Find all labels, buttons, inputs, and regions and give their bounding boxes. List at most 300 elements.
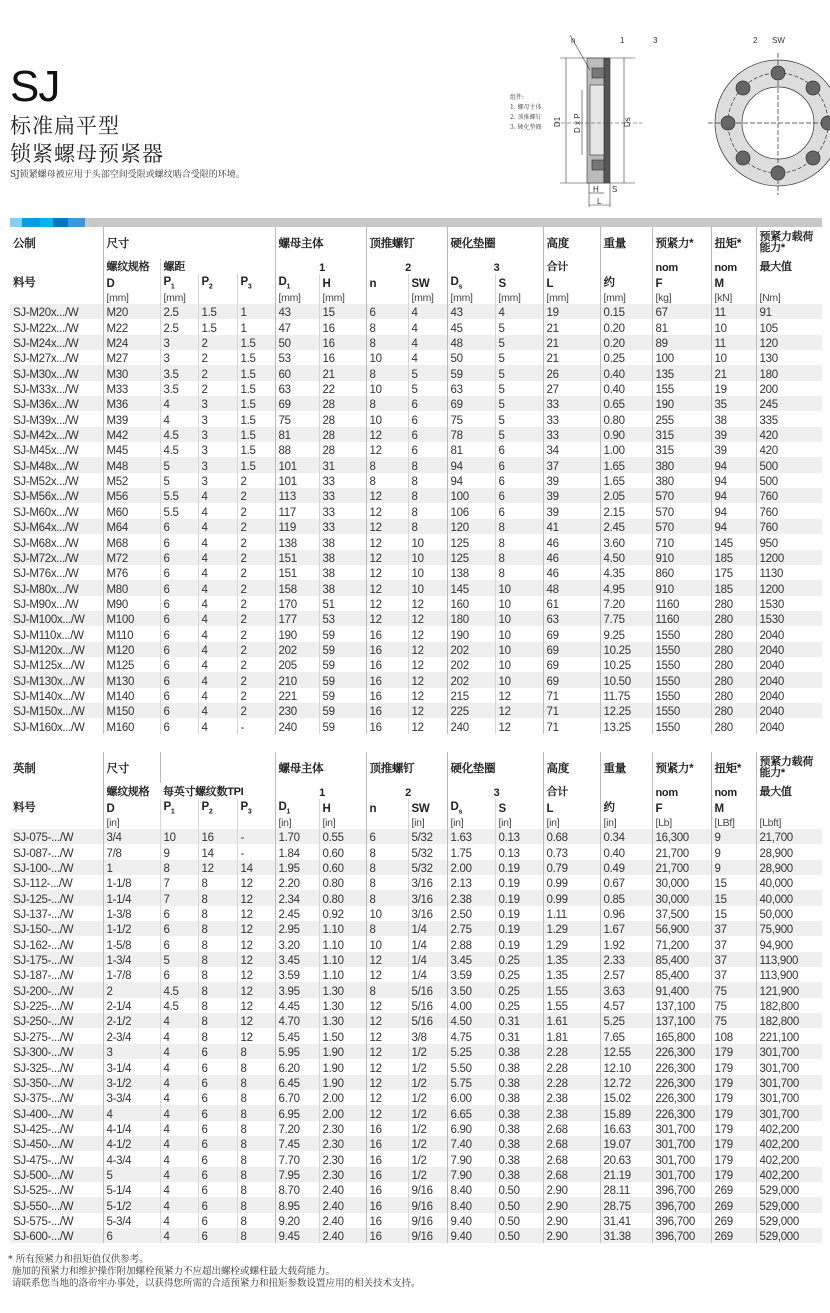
value-cell: 0.55 <box>319 829 366 844</box>
value-cell: 27 <box>543 381 600 396</box>
value-cell: 4 <box>160 1028 198 1043</box>
unit-cell <box>366 815 408 829</box>
value-cell: 175 <box>711 565 756 580</box>
value-cell: 6 <box>198 1228 237 1243</box>
header-cell: 尺寸 <box>103 752 160 783</box>
value-cell: 2.50 <box>447 906 495 921</box>
unit-cell <box>10 815 103 829</box>
value-cell: 1.5 <box>237 365 275 380</box>
header-cell: nom <box>711 258 756 274</box>
header-cell: 每英寸螺纹数TPI <box>163 786 244 798</box>
table-row <box>10 998 822 1013</box>
table-row <box>10 1136 822 1151</box>
value-cell: 69 <box>543 657 600 672</box>
part-number-cell: SJ-350-.../W <box>10 1075 103 1090</box>
value-cell: 5 <box>408 381 447 396</box>
value-cell: 155 <box>652 381 711 396</box>
value-cell: 60 <box>275 365 319 380</box>
value-cell: 3/16 <box>408 890 447 905</box>
value-cell: 37 <box>711 936 756 951</box>
table-row <box>10 1151 822 1166</box>
value-cell: 3/4 <box>103 829 160 844</box>
value-cell: M100 <box>103 611 160 626</box>
value-cell: 0.99 <box>543 890 600 905</box>
value-cell: 1.5 <box>237 411 275 426</box>
header-cell: 螺母主体 <box>275 752 366 783</box>
value-cell: 500 <box>756 457 822 472</box>
value-cell: M76 <box>103 565 160 580</box>
value-cell: 1530 <box>756 596 822 611</box>
header-unit-row <box>10 815 822 829</box>
label-l: L <box>597 197 602 206</box>
value-cell: 3 <box>198 396 237 411</box>
part-number-cell: SJ-M30x.../W <box>10 365 103 380</box>
header-cell: nom <box>711 783 756 799</box>
value-cell: M42 <box>103 427 160 442</box>
part-number-cell: SJ-325-.../W <box>13 1062 74 1075</box>
value-cell: 10 <box>366 411 408 426</box>
value-cell: 2 <box>237 672 275 687</box>
value-cell: 158 <box>275 580 319 595</box>
table-row <box>10 335 822 350</box>
value-cell: 0.31 <box>495 1028 543 1043</box>
table-row <box>10 982 822 997</box>
value-cell: 6 <box>198 1151 237 1166</box>
value-cell: 0.49 <box>600 860 652 875</box>
value-cell: 7.75 <box>600 611 652 626</box>
value-cell: 6 <box>495 457 543 472</box>
value-cell: 0.38 <box>495 1075 543 1090</box>
value-cell: 221 <box>275 688 319 703</box>
value-cell: 5 <box>495 350 543 365</box>
value-cell: 8 <box>366 396 408 411</box>
header-symbol-row <box>10 274 822 290</box>
value-cell: 6 <box>198 1044 237 1059</box>
value-cell: M33 <box>103 381 160 396</box>
value-cell: 2.00 <box>319 1105 366 1120</box>
value-cell: 2 <box>237 519 275 534</box>
header-cell: S <box>495 274 543 290</box>
header-cell: 2 <box>366 258 447 274</box>
value-cell: 101 <box>275 473 319 488</box>
value-cell: 94 <box>711 503 756 518</box>
value-cell: 402,200 <box>756 1167 822 1182</box>
value-cell: 8 <box>237 1090 275 1105</box>
value-cell: 4.5 <box>160 982 198 997</box>
table-row <box>10 596 822 611</box>
metric-table <box>10 227 822 734</box>
header-cell: 高度 <box>543 752 600 783</box>
value-cell: 30,000 <box>652 875 711 890</box>
value-cell: 280 <box>711 642 756 657</box>
value-cell: 245 <box>756 396 822 411</box>
value-cell: 1-3/8 <box>103 906 160 921</box>
value-cell: 2.38 <box>543 1090 600 1105</box>
value-cell: 16 <box>366 1228 408 1243</box>
header-cell: F <box>652 274 711 290</box>
value-cell: 6 <box>160 936 198 951</box>
part-item: 3. 硬化垫圈 <box>510 124 542 131</box>
value-cell: 8 <box>366 860 408 875</box>
value-cell: 56,900 <box>652 921 711 936</box>
technical-drawing <box>553 35 825 215</box>
header-cell: 预紧力载荷能力* <box>756 752 822 783</box>
unit-cell: [mm] <box>495 290 543 304</box>
table-row <box>10 350 822 365</box>
value-cell: 6 <box>495 442 543 457</box>
value-cell: 12 <box>237 1028 275 1043</box>
value-cell: 12 <box>237 906 275 921</box>
value-cell: 59 <box>319 703 366 718</box>
header-cell: 顶推螺钉 <box>366 752 447 783</box>
header-cell: 最大值 <box>756 258 822 274</box>
value-cell: 0.19 <box>495 860 543 875</box>
part-number-cell: SJ-M110x.../W <box>13 629 84 642</box>
value-cell: 4 <box>160 411 198 426</box>
value-cell: 280 <box>711 626 756 641</box>
part-number-cell: SJ-475-.../W <box>13 1154 74 1167</box>
part-number-cell: SJ-425-.../W <box>13 1123 74 1136</box>
value-cell: 2.33 <box>600 952 652 967</box>
value-cell: 10 <box>366 906 408 921</box>
value-cell: 6 <box>160 921 198 936</box>
part-number-cell: SJ-M130x.../W <box>10 672 103 687</box>
part-number-cell: SJ-100-.../W <box>10 860 103 875</box>
value-cell: 4 <box>160 1044 198 1059</box>
value-cell: 137,100 <box>652 1013 711 1028</box>
value-cell: 8 <box>366 921 408 936</box>
header-cell: 料号 <box>13 277 36 289</box>
value-cell: 2.68 <box>543 1121 600 1136</box>
part-number-cell: SJ-187-.../W <box>13 970 74 983</box>
value-cell: 15 <box>711 890 756 905</box>
value-cell: 3 <box>198 427 237 442</box>
value-cell: 2.5 <box>160 319 198 334</box>
value-cell: 6.70 <box>275 1090 319 1105</box>
value-cell: 396,700 <box>652 1197 711 1212</box>
part-number-cell: SJ-250-.../W <box>10 1013 103 1028</box>
value-cell: 1.10 <box>319 921 366 936</box>
value-cell: 402,200 <box>756 1121 822 1136</box>
value-cell: 380 <box>652 473 711 488</box>
value-cell: M68 <box>103 534 160 549</box>
value-cell: 226,300 <box>652 1044 711 1059</box>
value-cell: 59 <box>319 672 366 687</box>
part-number-cell: SJ-150-.../W <box>10 921 103 936</box>
value-cell: 5/32 <box>408 829 447 844</box>
value-cell: 71 <box>543 688 600 703</box>
value-cell: 59 <box>319 688 366 703</box>
value-cell: 6 <box>160 596 198 611</box>
value-cell: 4.50 <box>447 1013 495 1028</box>
part-number-cell: SJ-M48x.../W <box>10 457 103 472</box>
value-cell: 179 <box>711 1090 756 1105</box>
value-cell: 94 <box>711 473 756 488</box>
part-number-cell: SJ-M80x.../W <box>10 580 103 595</box>
value-cell: 570 <box>652 519 711 534</box>
value-cell: 280 <box>711 718 756 733</box>
value-cell: 8 <box>366 335 408 350</box>
value-cell: 0.50 <box>495 1197 543 1212</box>
value-cell: 8 <box>366 844 408 859</box>
value-cell: 12 <box>237 982 275 997</box>
value-cell: 75 <box>275 411 319 426</box>
value-cell: 1.70 <box>275 829 319 844</box>
value-cell: 4 <box>160 1013 198 1028</box>
value-cell: 31.38 <box>600 1228 652 1243</box>
value-cell: 71,200 <box>652 936 711 951</box>
value-cell: 3.60 <box>600 534 652 549</box>
unit-cell: [mm] <box>275 290 319 304</box>
value-cell: 1.75 <box>447 844 495 859</box>
value-cell: 205 <box>275 657 319 672</box>
value-cell: 130 <box>756 350 822 365</box>
value-cell: 10 <box>495 596 543 611</box>
value-cell: 16 <box>366 657 408 672</box>
value-cell: 1 <box>237 319 275 334</box>
value-cell: 33 <box>319 519 366 534</box>
value-cell: 0.60 <box>319 844 366 859</box>
value-cell: 7.20 <box>600 596 652 611</box>
value-cell: 1/2 <box>408 1090 447 1105</box>
value-cell: 8 <box>366 457 408 472</box>
value-cell: 5/32 <box>408 844 447 859</box>
header-cell: 1 <box>275 783 366 799</box>
value-cell: 37 <box>711 921 756 936</box>
value-cell: 3 <box>198 411 237 426</box>
value-cell: 8 <box>366 319 408 334</box>
value-cell: 0.65 <box>600 396 652 411</box>
value-cell: 179 <box>711 1075 756 1090</box>
value-cell: 8 <box>237 1213 275 1228</box>
value-cell: 5-3/4 <box>103 1213 160 1228</box>
label-d1: D1 <box>553 116 562 127</box>
value-cell: 200 <box>756 381 822 396</box>
value-cell: 39 <box>711 427 756 442</box>
value-cell: 31.41 <box>600 1213 652 1228</box>
value-cell: 4.57 <box>600 998 652 1013</box>
value-cell: 69 <box>275 396 319 411</box>
value-cell: 3 <box>198 442 237 457</box>
value-cell: 12 <box>408 703 447 718</box>
value-cell: 12 <box>408 657 447 672</box>
value-cell: 1.30 <box>319 998 366 1013</box>
value-cell: 21.19 <box>600 1167 652 1182</box>
value-cell: 43 <box>447 304 495 319</box>
header-cell: 硬化垫圈 <box>447 752 543 783</box>
table-row <box>10 890 822 905</box>
value-cell: 0.19 <box>495 936 543 951</box>
value-cell: 2 <box>237 534 275 549</box>
value-cell: 179 <box>711 1121 756 1136</box>
header-cell: M <box>711 274 756 290</box>
value-cell: 37 <box>711 967 756 982</box>
value-cell: 2040 <box>756 642 822 657</box>
label-sw: SW <box>772 36 785 45</box>
header-cell: 2 <box>366 783 447 799</box>
header-cell: 重量 <box>600 752 652 783</box>
value-cell: 5-1/2 <box>103 1197 160 1212</box>
value-cell: 5 <box>495 381 543 396</box>
value-cell: 16 <box>366 703 408 718</box>
value-cell: 2 <box>237 488 275 503</box>
value-cell: 2.88 <box>447 936 495 951</box>
value-cell: 8 <box>237 1044 275 1059</box>
value-cell: 1 <box>237 304 275 319</box>
value-cell: 8 <box>495 519 543 534</box>
value-cell: 4.75 <box>447 1028 495 1043</box>
value-cell: 12 <box>237 890 275 905</box>
value-cell: 67 <box>652 304 711 319</box>
header-cell: 约 <box>600 799 652 815</box>
value-cell: 2.34 <box>275 890 319 905</box>
table-row <box>10 1167 822 1182</box>
value-cell: 0.40 <box>600 381 652 396</box>
value-cell: 0.19 <box>495 921 543 936</box>
value-cell: 8 <box>198 952 237 967</box>
value-cell: 9.20 <box>275 1213 319 1228</box>
value-cell: 94 <box>711 488 756 503</box>
value-cell: 5 <box>495 319 543 334</box>
value-cell: 0.20 <box>600 319 652 334</box>
table-row <box>10 488 822 503</box>
value-cell: 0.25 <box>495 967 543 982</box>
value-cell: 1.81 <box>543 1028 600 1043</box>
value-cell: 28 <box>319 411 366 426</box>
value-cell: 22 <box>319 381 366 396</box>
value-cell: 4.00 <box>447 998 495 1013</box>
value-cell: 75 <box>447 411 495 426</box>
value-cell: 1.29 <box>543 936 600 951</box>
value-cell: 4.45 <box>275 998 319 1013</box>
table-row <box>10 688 822 703</box>
value-cell: 179 <box>711 1151 756 1166</box>
value-cell: 3-1/2 <box>103 1075 160 1090</box>
value-cell: 1.5 <box>237 335 275 350</box>
value-cell: 3.50 <box>447 982 495 997</box>
value-cell: 28 <box>319 442 366 457</box>
value-cell: 8 <box>366 890 408 905</box>
value-cell: 5.25 <box>600 1013 652 1028</box>
value-cell: 910 <box>652 550 711 565</box>
value-cell: 15.02 <box>600 1090 652 1105</box>
value-cell: 21,700 <box>756 829 822 844</box>
value-cell: 38 <box>319 550 366 565</box>
value-cell: 177 <box>275 611 319 626</box>
value-cell: 4.50 <box>600 550 652 565</box>
value-cell: 21 <box>319 365 366 380</box>
value-cell: 6 <box>160 565 198 580</box>
value-cell: 138 <box>447 565 495 580</box>
part-number-cell: SJ-M90x.../W <box>13 598 79 611</box>
value-cell: 6 <box>408 442 447 457</box>
header-cell: nom <box>652 258 711 274</box>
value-cell: 4 <box>160 1167 198 1182</box>
value-cell: 0.92 <box>319 906 366 921</box>
value-cell: 269 <box>711 1213 756 1228</box>
header-cell: 扭矩* <box>711 752 756 783</box>
value-cell: 4.70 <box>275 1013 319 1028</box>
value-cell: 16.63 <box>600 1121 652 1136</box>
table-row <box>10 1044 822 1059</box>
value-cell: 4 <box>198 657 237 672</box>
value-cell: 53 <box>319 611 366 626</box>
value-cell: 2040 <box>756 672 822 687</box>
header-cell: 合计 <box>543 258 600 274</box>
value-cell: 6 <box>495 488 543 503</box>
value-cell: 2.30 <box>319 1121 366 1136</box>
table-row <box>10 906 822 921</box>
value-cell: 7.45 <box>275 1136 319 1151</box>
value-cell: 14 <box>237 860 275 875</box>
value-cell: 2.40 <box>319 1182 366 1197</box>
unit-cell <box>10 290 103 304</box>
value-cell: 2.30 <box>319 1151 366 1166</box>
value-cell: 125 <box>447 550 495 565</box>
value-cell: 8 <box>198 890 237 905</box>
value-cell: 0.50 <box>495 1213 543 1228</box>
value-cell: 0.80 <box>600 411 652 426</box>
value-cell: 4 <box>408 319 447 334</box>
value-cell: 16 <box>198 829 237 844</box>
value-cell: 6 <box>103 1228 160 1243</box>
value-cell: 41 <box>543 519 600 534</box>
value-cell: 15 <box>319 304 366 319</box>
part-number-cell: SJ-M36x.../W <box>10 396 103 411</box>
value-cell: 3-3/4 <box>103 1090 160 1105</box>
value-cell: 179 <box>711 1105 756 1120</box>
header-cell: $D_s$ <box>447 799 495 815</box>
value-cell: 6 <box>495 473 543 488</box>
value-cell: 2.30 <box>319 1167 366 1182</box>
value-cell: 78 <box>447 427 495 442</box>
value-cell: 2.28 <box>543 1075 600 1090</box>
value-cell: 12.55 <box>600 1044 652 1059</box>
value-cell: 5 <box>408 365 447 380</box>
value-cell: 2040 <box>756 657 822 672</box>
value-cell: 8 <box>237 1197 275 1212</box>
value-cell: 4.95 <box>600 580 652 595</box>
value-cell: 9.25 <box>600 626 652 641</box>
header-cell: 料号 <box>13 802 36 814</box>
value-cell: 12 <box>366 596 408 611</box>
value-cell: 120 <box>756 335 822 350</box>
value-cell: 6 <box>366 829 408 844</box>
value-cell: 10 <box>495 580 543 595</box>
value-cell: 7/8 <box>103 844 160 859</box>
value-cell: 180 <box>447 611 495 626</box>
value-cell: 280 <box>711 688 756 703</box>
value-cell: 7 <box>160 890 198 905</box>
value-cell: 151 <box>275 565 319 580</box>
value-cell: 280 <box>711 703 756 718</box>
table-row <box>10 427 822 442</box>
value-cell: 950 <box>756 534 822 549</box>
unit-cell: [kN] <box>711 290 756 304</box>
value-cell: 145 <box>447 580 495 595</box>
value-cell: 7.40 <box>447 1136 495 1151</box>
value-cell: M125 <box>103 657 160 672</box>
unit-cell: [mm] <box>160 290 198 304</box>
value-cell: 4 <box>408 350 447 365</box>
value-cell: 2.00 <box>319 1090 366 1105</box>
unit-cell: [in] <box>600 815 652 829</box>
value-cell: 69 <box>543 672 600 687</box>
value-cell: 6 <box>160 672 198 687</box>
value-cell: 39 <box>711 442 756 457</box>
value-cell: 33 <box>543 396 600 411</box>
value-cell: 1.11 <box>543 906 600 921</box>
